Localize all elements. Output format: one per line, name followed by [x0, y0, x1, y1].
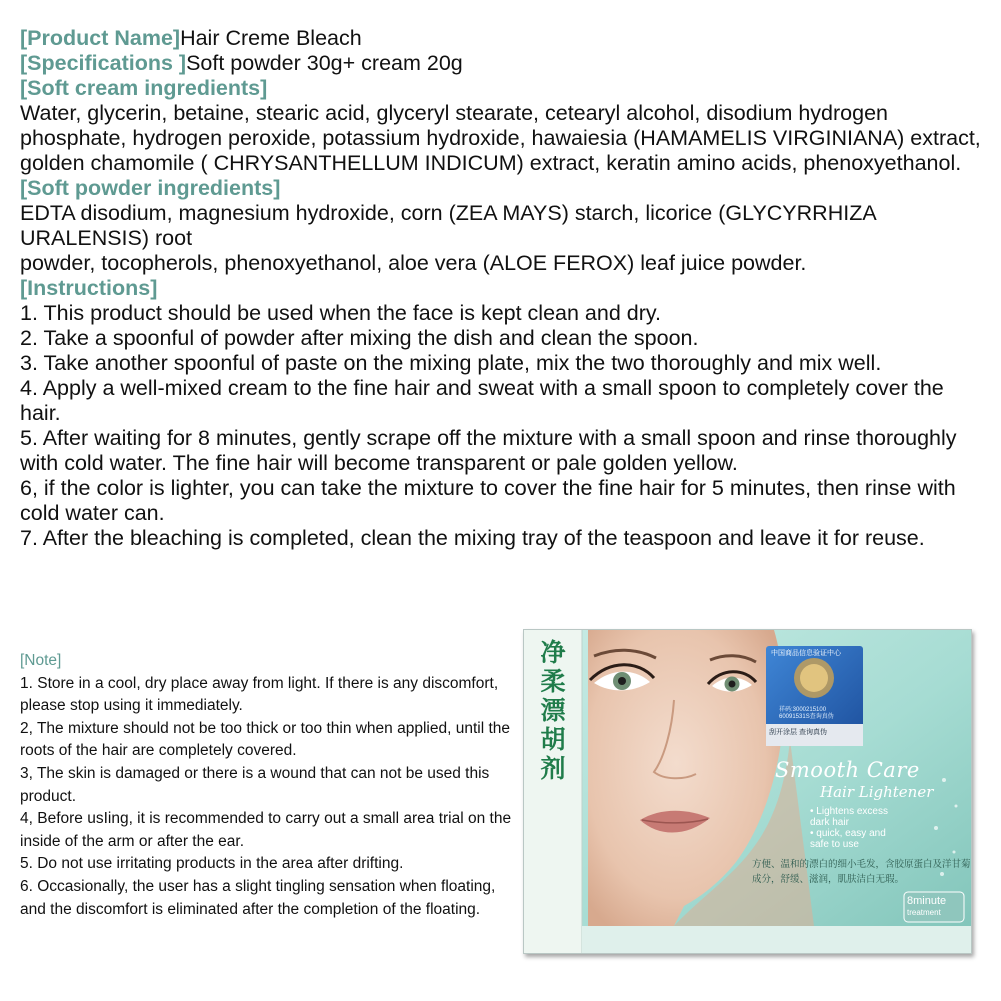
- package-bullet: • Lightens excess: [810, 806, 888, 817]
- specifications-label: [Specifications ]: [20, 51, 187, 75]
- note-heading: [Note]: [20, 652, 62, 669]
- instruction-item: 1. This product should be used when the face is kept clean and dry.: [20, 301, 662, 325]
- note-item: 2, The mixture should not be too thick or too thin when applied, until the roots of the hair are completely covered.: [20, 719, 510, 760]
- label-bottom-text: 刮开涂层 查询真伪: [769, 729, 827, 736]
- package-chinese-description: 方便、温和的漂白的细小毛发，含胶原蛋白及洋甘菊成分，舒缓、滋润，肌肤洁白无瑕。: [752, 859, 971, 885]
- package-subtitle: Hair Lightener: [820, 783, 934, 801]
- instruction-item: 2. Take a spoonful of powder after mixing the dish and clean the spoon.: [20, 326, 699, 350]
- main-text: [20, 26, 990, 551]
- specifications-line: [20, 51, 990, 76]
- soft-cream-text: Water, glycerin, betaine, stearic acid, glyceryl stearate, cetearyl alcohol, disodium hydrogen phosphate, hydrogen peroxide, potassium hydroxide, hawaiesia (HAMAMELIS VIRGINIANA) extract, golden chamomile ( CHRYSANTHELLUM INDICUM) extract, keratin amino acids, phenoxyethanol.: [20, 101, 981, 175]
- product-name-value: Hair Creme Bleach: [180, 26, 362, 50]
- label-code-1: 祥码:3000215100: [779, 707, 827, 713]
- label-code-text: [779, 707, 834, 721]
- label-code-2: 60091531S查询真伪: [779, 714, 834, 720]
- note-item: 6. Occasionally, the user has a slight tingling sensation when floating, and the discomfort is eliminated after the completion of the floating.: [20, 877, 496, 918]
- package-minutes: [907, 896, 946, 918]
- specifications-value: Soft powder 30g+ cream 20g: [186, 51, 463, 75]
- instruction-item: 3. Take another spoonful of paste on the mixing plate, mix the two thoroughly and mix well.: [20, 351, 882, 375]
- package-brand: Smooth Care: [775, 758, 920, 782]
- instruction-item: 4. Apply a well-mixed cream to the fine hair and sweat with a small spoon to completely cover the hair.: [20, 376, 944, 425]
- note-item: 1. Store in a cool, dry place away from light. If there is any discomfort, please stop using it immediately.: [20, 674, 499, 715]
- note-item: 3, The skin is damaged or there is a wound that can not be used this product.: [20, 764, 490, 805]
- product-name-label: [Product Name]: [20, 26, 181, 50]
- soft-powder-line-2: powder, tocopherols, phenoxyethanol, aloe vera (ALOE FEROX) leaf juice powder.: [20, 251, 807, 275]
- package-bullets: [810, 806, 910, 850]
- product-name-line: [20, 26, 990, 51]
- package-bullet: dark hair: [810, 817, 849, 828]
- package-bullet: safe to use: [810, 839, 859, 850]
- soft-cream-heading: [Soft cream ingredients]: [20, 76, 268, 100]
- minutes-line-1: 8minute: [907, 895, 947, 907]
- instructions-heading: [Instructions]: [20, 276, 158, 300]
- minutes-line-2: treatment: [907, 908, 941, 917]
- instruction-item: 7. After the bleaching is completed, clean the mixing tray of the teaspoon and leave it for reuse.: [20, 526, 925, 550]
- package-chinese-title: 净柔漂胡剂: [540, 638, 566, 783]
- instruction-item: 5. After waiting for 8 minutes, gently scrape off the mixture with a small spoon and rinse thoroughly with cold water. The fine hair will become transparent or pale golden yellow.: [20, 426, 957, 475]
- package-bullet: • quick, easy and: [810, 828, 886, 839]
- label-top-text: 中国商品信息验证中心: [771, 650, 841, 657]
- authenticity-label-text: [765, 645, 862, 745]
- note-item: 4, Before usIing, it is recommended to carry out a small area trial on the inside of the arm or after the ear.: [20, 810, 512, 850]
- note-item: 5. Do not use irritating products in the area after drifting.: [20, 855, 404, 873]
- soft-powder-line-1: EDTA disodium, magnesium hydroxide, corn (ZEA MAYS) starch, licorice (GLYCYRRHIZA URALENSIS) root: [20, 201, 876, 250]
- note-section: [20, 650, 515, 921]
- instruction-item: 6, if the color is lighter, you can take the mixture to cover the fine hair for 5 minutes, then rinse with cold water can.: [20, 476, 956, 525]
- soft-powder-heading: [Soft powder ingredients]: [20, 176, 281, 200]
